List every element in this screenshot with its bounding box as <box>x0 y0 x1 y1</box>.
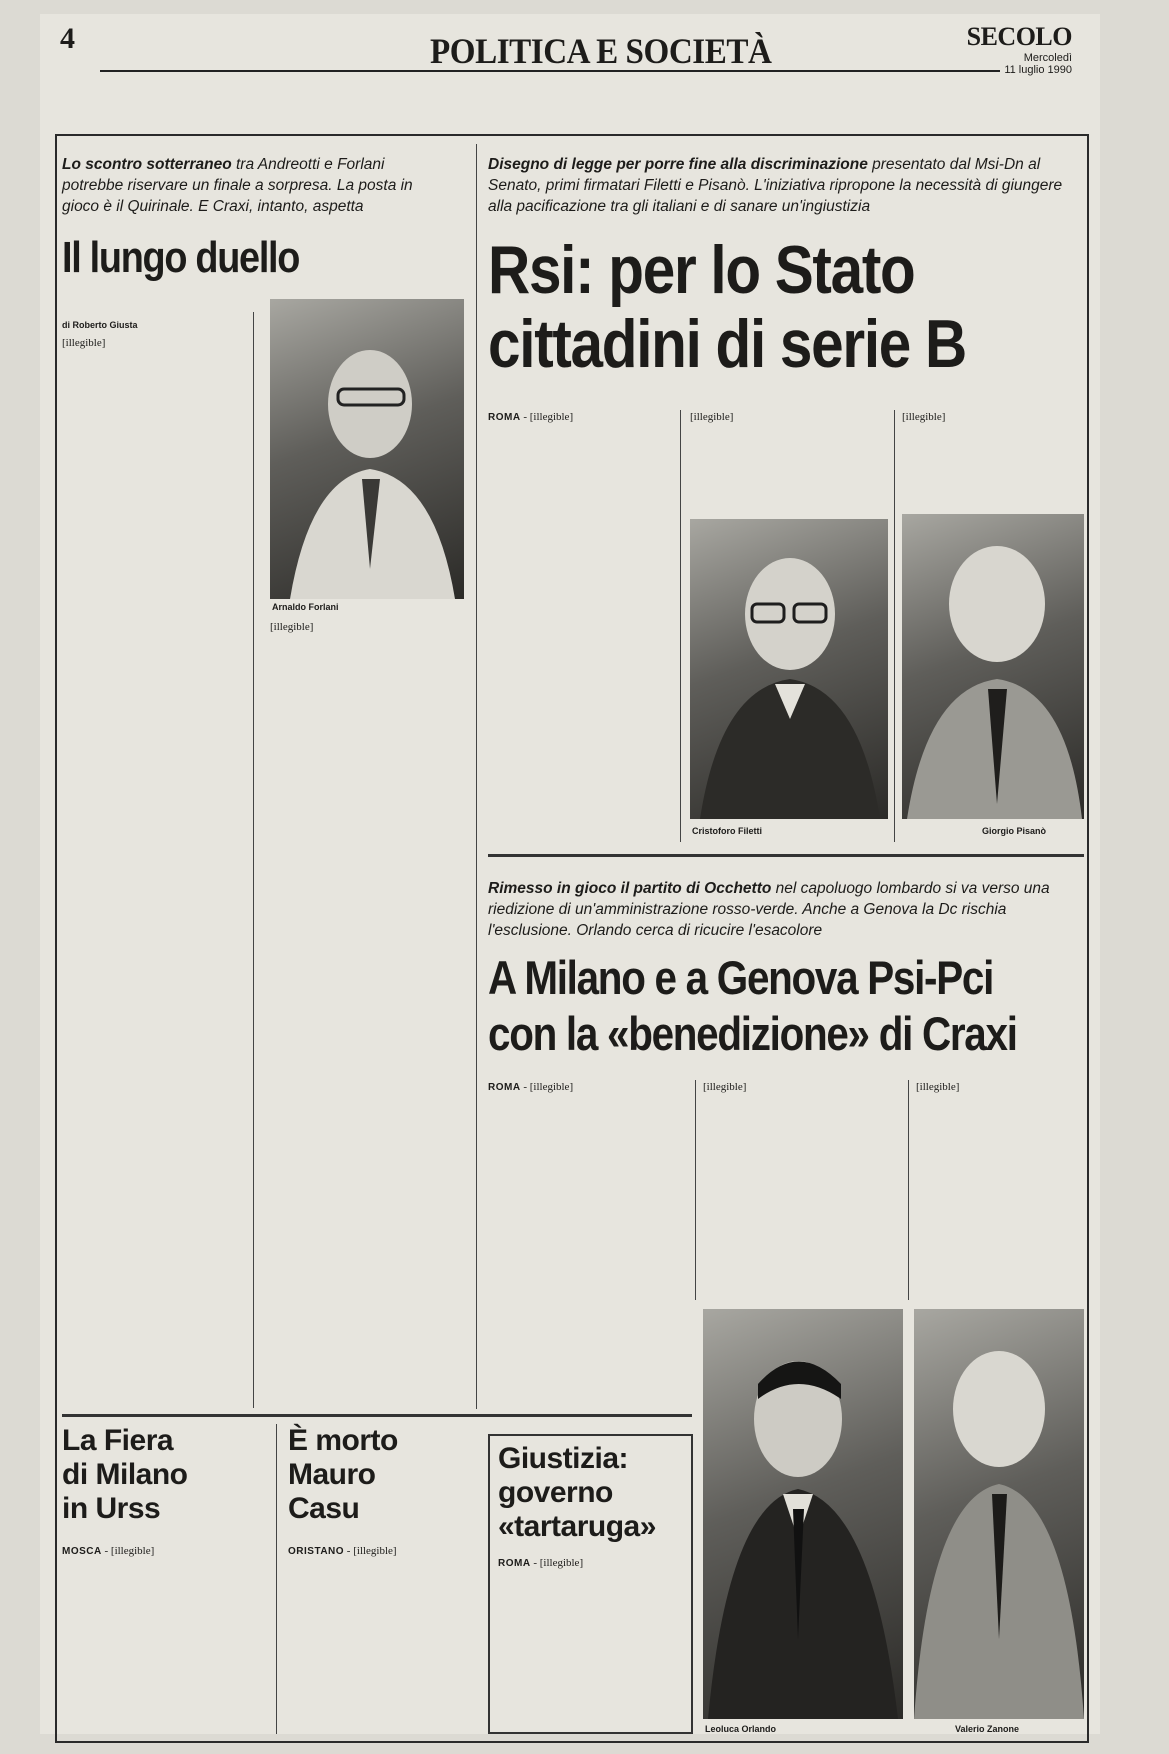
rsi-body-col2 <box>690 410 888 510</box>
milano-body-col2 <box>703 1080 903 1290</box>
box-fiera <box>62 1424 262 1734</box>
rsi-kicker <box>488 154 1078 217</box>
forlani-portrait-icon <box>270 299 464 599</box>
milano-body-text-1: [illegible] <box>529 1081 574 1093</box>
section-title: POLITICA E SOCIETÀ <box>430 31 772 71</box>
rsi-dateline: ROMA <box>488 412 521 423</box>
column-rule <box>276 1424 277 1734</box>
box-casu <box>288 1424 478 1734</box>
orlando-caption: Leoluca Orlando <box>705 1724 777 1734</box>
forlani-caption: Arnaldo Forlani <box>272 602 339 612</box>
rsi-headline-line1: Rsi: per lo Stato <box>488 232 915 308</box>
orlando-photo <box>703 1309 903 1719</box>
section-divider <box>488 854 1084 857</box>
rsi-body-text-3: [illegible] <box>902 411 946 423</box>
column-rule <box>908 1080 909 1300</box>
giustizia-body: ROMA - [illegible] <box>498 1557 584 1569</box>
duello-body-text-1: [illegible] <box>62 337 106 349</box>
fiera-body-text: [illegible] <box>110 1545 155 1557</box>
casu-body-text: [illegible] <box>353 1545 397 1557</box>
duello-byline: di Roberto Giusta <box>62 320 138 330</box>
column-rule <box>476 144 477 1409</box>
bottom-divider <box>62 1414 692 1417</box>
newspaper-page <box>40 14 1100 1734</box>
zanone-caption: Valerio Zanone <box>955 1724 1020 1734</box>
rsi-kicker-lead: Disegno di legge per porre fine alla discriminazione <box>488 156 868 173</box>
fiera-headline-1: La Fiera <box>62 1424 174 1457</box>
rsi-body-col1: ROMA - [illegible] <box>488 411 574 423</box>
duello-body-col1 <box>62 336 227 1406</box>
milano-headline-line2: con la «benedizione» di Craxi <box>488 1007 1017 1060</box>
giustizia-headline-2: governo <box>498 1476 613 1509</box>
filetti-caption: Cristoforo Filetti <box>692 826 762 836</box>
casu-headline-3: Casu <box>288 1492 360 1525</box>
orlando-portrait-icon <box>703 1309 903 1719</box>
filetti-portrait-icon <box>690 519 888 819</box>
column-rule <box>894 410 895 842</box>
masthead <box>967 22 1072 76</box>
zanone-portrait-icon <box>914 1309 1084 1719</box>
casu-headline-2: Mauro <box>288 1458 376 1491</box>
casu-headline-1: È morto <box>288 1424 398 1457</box>
duello-body-text-2: [illegible] <box>270 621 314 633</box>
milano-body-col3 <box>916 1080 1084 1290</box>
duello-body-col2 <box>270 620 464 1406</box>
pisano-portrait-icon <box>902 514 1084 819</box>
giustizia-headline-3: «tartaruga» <box>498 1510 656 1543</box>
column-rule <box>695 1080 696 1300</box>
fiera-body: MOSCA - [illegible] <box>62 1545 155 1557</box>
rsi-body-col3 <box>902 410 1084 502</box>
duello-kicker <box>62 154 447 217</box>
pisano-caption: Giorgio Pisanò <box>982 826 1047 836</box>
duello-headline: Il lungo duello <box>62 233 300 282</box>
issue-date-day: Mercoledì <box>1023 52 1072 64</box>
issue-date: 11 luglio 1990 <box>1004 64 1072 76</box>
giustizia-dateline: ROMA <box>498 1558 531 1569</box>
milano-headline-line1: A Milano e a Genova Psi-Pci <box>488 951 994 1004</box>
header-rule <box>100 70 1000 72</box>
milano-body-text-2: [illegible] <box>703 1081 747 1093</box>
fiera-headline-3: in Urss <box>62 1492 161 1525</box>
rsi-body-text-2: [illegible] <box>690 411 734 423</box>
milano-kicker-lead: Rimesso in gioco il partito di Occhetto <box>488 880 772 897</box>
rsi-body-text-1: [illegible] <box>529 411 574 423</box>
giustizia-body-text: [illegible] <box>539 1557 584 1569</box>
giustizia-headline-1: Giustizia: <box>498 1442 629 1475</box>
milano-dateline: ROMA <box>488 1082 521 1093</box>
milano-body-text-3: [illegible] <box>916 1081 960 1093</box>
milano-kicker <box>488 878 1078 941</box>
duello-kicker-rest: tra Andreotti e Forlani potrebbe riservare un finale a sorpresa. La posta in gioco è il Quirinale. E Craxi, intanto, aspetta <box>62 156 413 215</box>
casu-body: ORISTANO - [illegible] <box>288 1545 397 1557</box>
pisano-photo <box>902 514 1084 819</box>
rsi-headline-line2: cittadini di serie B <box>488 306 966 382</box>
column-rule <box>253 312 254 1408</box>
masthead-logo: SECOLO <box>966 22 1072 51</box>
duello-kicker-lead: Lo scontro sotterraneo <box>62 156 232 173</box>
column-rule <box>680 410 681 842</box>
fiera-headline-2: di Milano <box>62 1458 188 1491</box>
page-number: 4 <box>60 22 75 55</box>
casu-dateline: ORISTANO <box>288 1546 345 1557</box>
forlani-photo <box>270 299 464 599</box>
box-giustizia <box>488 1434 693 1734</box>
rsi-kicker-rest: presentato dal Msi-Dn al Senato, primi firmatari Filetti e Pisanò. L'iniziativa ripropone la necessità di giungere alla pacificazione tra gli italiani e di sanare un'ingiustizia <box>488 156 1063 215</box>
fiera-dateline: MOSCA <box>62 1546 102 1557</box>
milano-kicker-rest: nel capoluogo lombardo si va verso una riedizione di un'amministrazione rosso-verde. Anche a Genova la Dc rischia l'esclusione. Orlando cerca di ricucire l'esacolore <box>488 880 1050 939</box>
zanone-photo <box>914 1309 1084 1719</box>
filetti-photo <box>690 519 888 819</box>
milano-body-col1: ROMA - [illegible] <box>488 1081 574 1093</box>
